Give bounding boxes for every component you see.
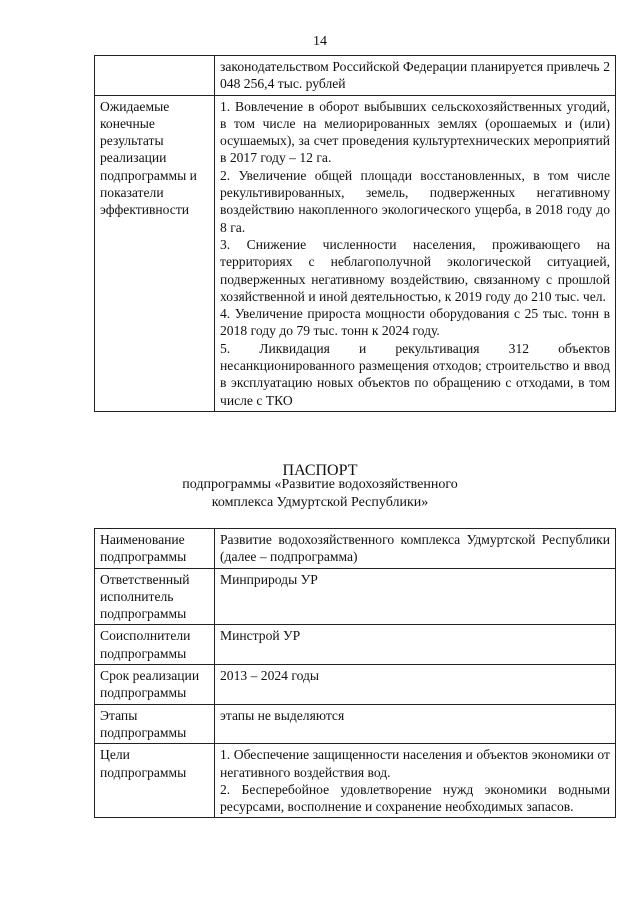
paragraph: 2. Увеличение общей площади восстановленных, в том числе рекультивированных, земель, подверженных негативному воздействию накопленного экологического ущерба, в 2018 году до 8 га.: [220, 167, 610, 235]
results-table-body: [95, 56, 616, 412]
row-value: [215, 529, 616, 569]
table-row: [95, 568, 616, 625]
paragraph: 4. Увеличение прироста мощности оборудования с 25 тыс. тонн в 2018 году до 79 тыс. тонн к 2024 году.: [220, 306, 610, 339]
passport-table-body: [95, 529, 616, 818]
page-number: 14: [313, 34, 327, 49]
row-value: [215, 744, 616, 818]
paragraph: этапы не выделяются: [220, 707, 345, 723]
paragraph: законодательством Российской Федерации планируется привлечь 2 048 256,4 тыс. рублей: [220, 59, 610, 92]
row-value: [215, 665, 616, 705]
paragraph: Минприроды УР: [220, 571, 318, 587]
row-value: [215, 56, 616, 96]
row-label: [95, 56, 215, 96]
table-row: [95, 744, 616, 818]
paragraph: Развитие водохозяйственного комплекса Удмуртской Республики (далее – подпрограмма): [220, 532, 610, 565]
row-label: Ответственный исполнитель подпрограммы: [95, 568, 215, 625]
passport-title: ПАСПОРТ: [282, 462, 358, 479]
row-value: [215, 625, 616, 665]
passport-table: [94, 528, 616, 818]
paragraph: 2. Бесперебойное удовлетворение нужд экономики водными ресурсами, восполнение и сохранение необходимых запасов.: [220, 781, 610, 815]
passport-subtitle: подпрограммы «Развитие водохозяйственного комплекса Удмуртской Республики»: [182, 477, 458, 510]
row-label: Соисполнители подпрограммы: [95, 625, 215, 665]
row-label: Ожидаемые конечные результаты реализации подпрограммы и показатели эффективности: [95, 95, 215, 411]
paragraph: 1. Обеспечение защищенности населения и объектов экономики от негативного воздействия вод.: [220, 747, 610, 780]
row-label: Срок реализации подпрограммы: [95, 665, 215, 705]
row-value: [215, 568, 616, 625]
row-label: Цели подпрограммы: [95, 744, 215, 818]
table-row: [95, 625, 616, 665]
paragraph: 1. Вовлечение в оборот выбывших сельскохозяйственных угодий, в том числе на мелиорированных землях (орошаемых и (или) осушаемых), за счет проведения культуртехнических мероприятий в 2017 году – 12 га.: [220, 98, 610, 166]
paragraph: 5. Ликвидация и рекультивация 312 объектов несанкционированного размещения отходов; строительство и ввод в эксплуатацию новых объектов по обращению с отходами, в том числе с ТКО: [220, 340, 610, 408]
row-label: Этапы подпрограммы: [95, 704, 215, 744]
row-value: [215, 704, 616, 744]
table-row: [95, 704, 616, 744]
table-row: [95, 95, 616, 411]
paragraph: 3. Снижение численности населения, проживающего на территориях с неблагополучной экологической ситуацией, подверженных негативному воздействию, связанному с прошлой хозяйственной и иной деятельностью, к 2019 году до 210 тыс. чел.: [220, 236, 610, 304]
results-table: [94, 55, 616, 412]
row-value: [215, 95, 616, 411]
table-row: [95, 56, 616, 96]
paragraph: 2013 – 2024 годы: [220, 668, 320, 684]
table-row: [95, 529, 616, 569]
paragraph: Минстрой УР: [220, 628, 301, 644]
row-label: Наименование подпрограммы: [95, 529, 215, 569]
table-row: [95, 665, 616, 705]
